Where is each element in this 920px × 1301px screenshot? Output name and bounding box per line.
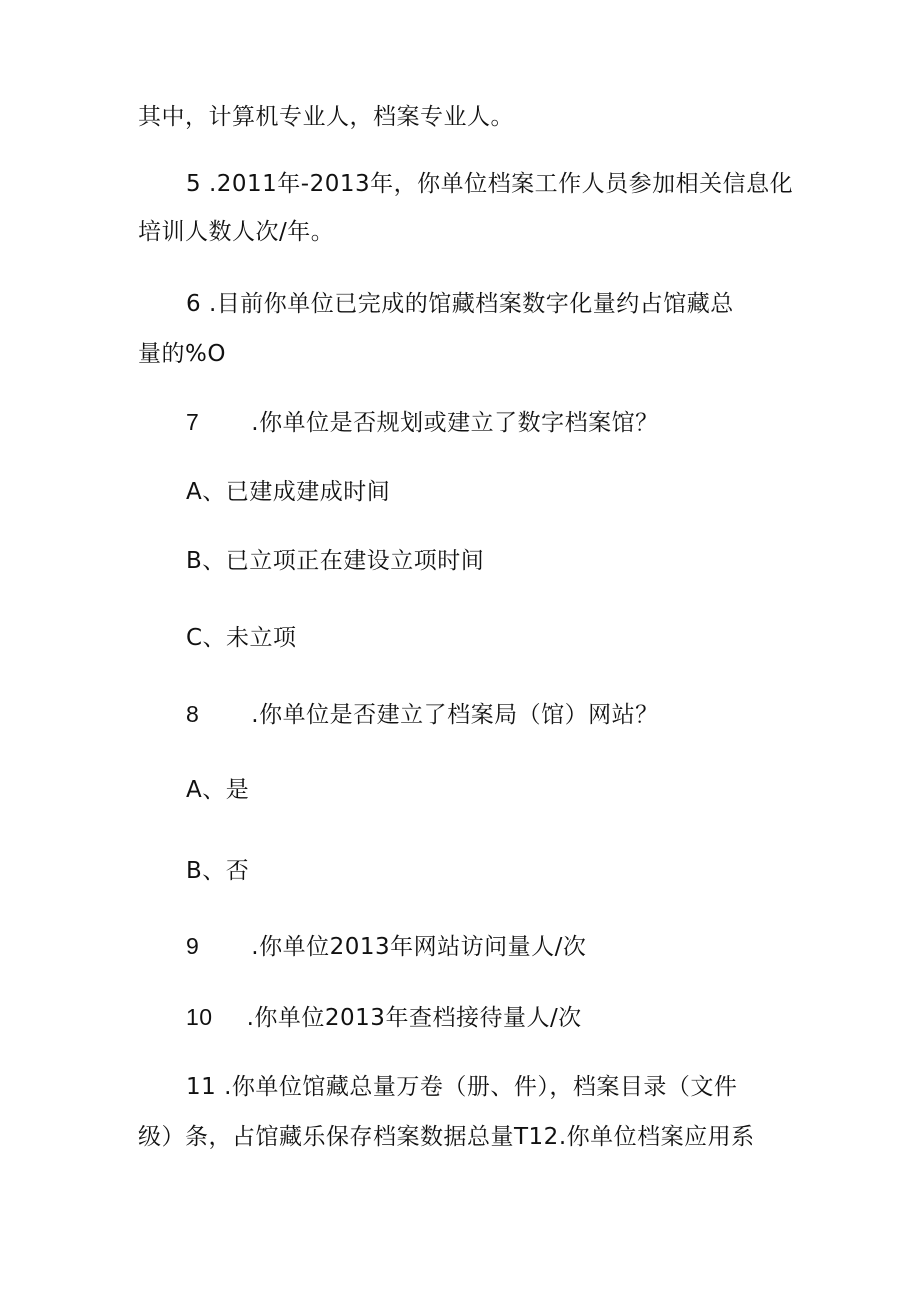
question-7-number: 7 <box>186 409 200 435</box>
staff-text: 其中，计算机专业人，档案专业人。 <box>138 104 514 130</box>
question-6-line-1 <box>186 284 920 324</box>
question-11-continuation: 级）条，占馆藏乐保存档案数据总量T12.你单位档案应用系 <box>138 1124 755 1150</box>
question-8-number: 8 <box>186 701 200 727</box>
question-8-text: .你单位是否建立了档案局（馆）网站？ <box>251 702 659 728</box>
option-no-text: B、否 <box>186 858 250 884</box>
option-c-text: C、未立项 <box>186 625 297 651</box>
question-8 <box>186 694 920 734</box>
question-7-option-b <box>186 541 920 581</box>
question-6-line-2 <box>138 334 920 374</box>
question-11-line-1 <box>186 1067 920 1107</box>
question-9 <box>186 926 920 966</box>
option-yes-text: A、是 <box>186 777 250 803</box>
question-10 <box>186 997 920 1037</box>
question-7-option-c <box>186 618 920 658</box>
question-5-line-2 <box>138 212 920 252</box>
question-5-line-1 <box>186 164 920 204</box>
question-6-continuation: 量的%O <box>138 341 226 367</box>
question-5-text: 5 .2011年-2013年，你单位档案工作人员参加相关信息化 <box>186 171 794 197</box>
question-10-number: 10 <box>186 1004 213 1030</box>
question-7-option-a <box>186 472 920 512</box>
question-8-option-a <box>186 770 920 810</box>
text-line-staff <box>138 97 920 137</box>
question-11-text: 11 .你单位馆藏总量万卷（册、件），档案目录（文件 <box>186 1074 738 1100</box>
question-7 <box>186 402 920 442</box>
question-5-continuation: 培训人数人次/年。 <box>138 219 335 245</box>
question-7-text: .你单位是否规划或建立了数字档案馆？ <box>251 410 659 436</box>
option-a-text: A、已建成建成时间 <box>186 479 391 505</box>
question-9-text: .你单位2013年网站访问量人/次 <box>251 934 587 960</box>
question-11-line-2 <box>138 1117 920 1157</box>
option-b-text: B、已立项正在建设立项时间 <box>186 548 485 574</box>
question-10-text: .你单位2013年查档接待量人/次 <box>246 1005 582 1031</box>
question-6-text: 6 .目前你单位已完成的馆藏档案数字化量约占馆藏总 <box>186 291 734 317</box>
question-9-number: 9 <box>186 933 200 959</box>
question-8-option-b <box>186 851 920 891</box>
